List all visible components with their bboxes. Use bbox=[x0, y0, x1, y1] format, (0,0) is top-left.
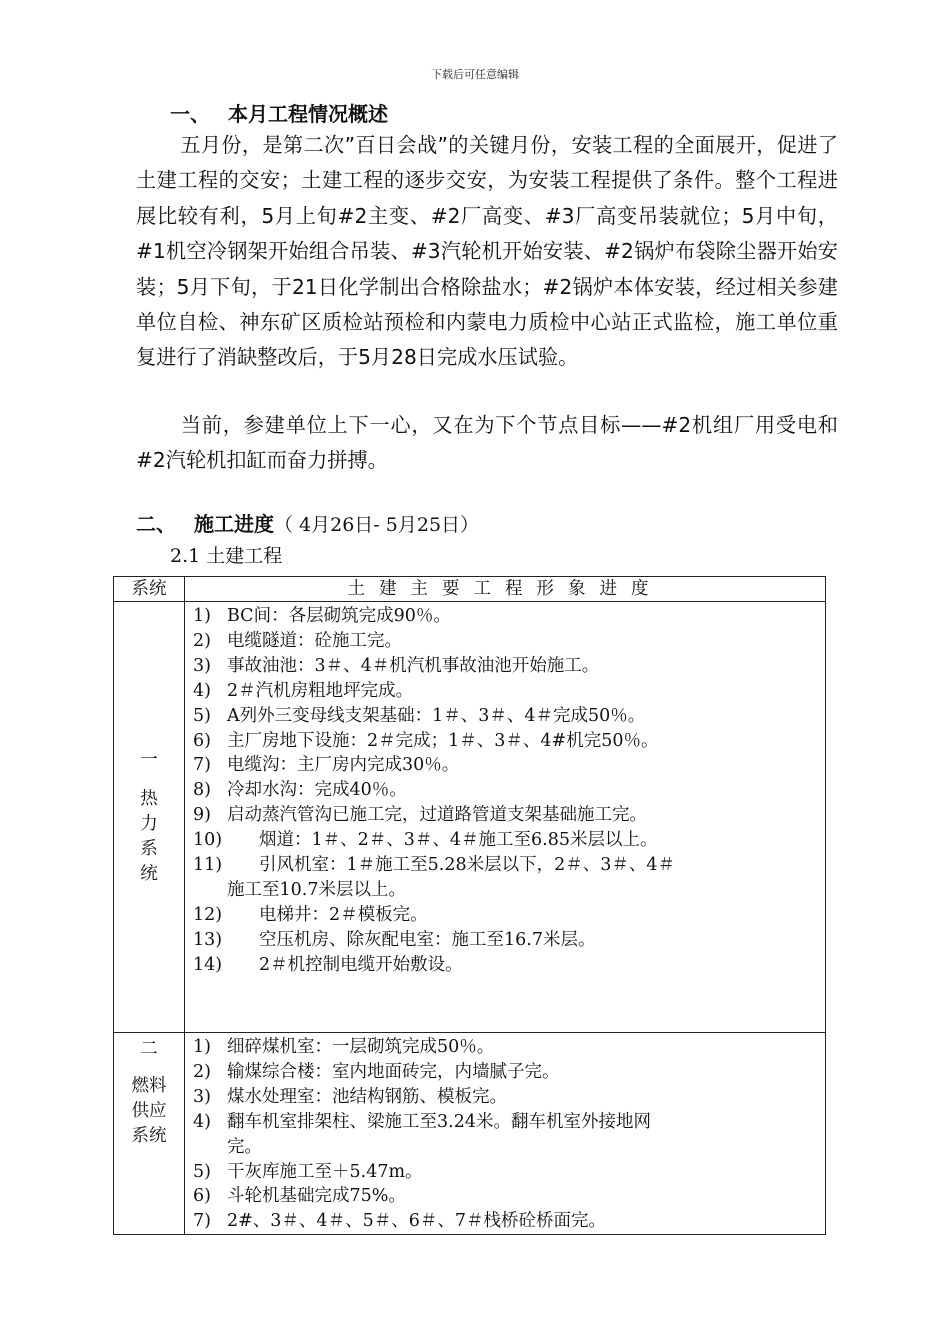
list-item bbox=[193, 778, 825, 803]
content-cell-thermal bbox=[185, 602, 826, 1033]
section-1-heading bbox=[170, 98, 388, 127]
subsection-civil-title: 2.1 土建工程 bbox=[170, 545, 283, 567]
item-index: 6) bbox=[193, 730, 211, 751]
section-1-title: 本月工程情况概述 bbox=[228, 102, 388, 126]
table-header-row bbox=[114, 577, 826, 602]
system-cell-fuel bbox=[114, 1033, 185, 1235]
section-1-paragraph-1 bbox=[136, 128, 838, 376]
item-text: 烟道：1＃、2＃、3＃、4＃施工至6.85米层以上。 bbox=[259, 830, 658, 851]
item-index: 2) bbox=[193, 630, 211, 651]
item-index: 5) bbox=[193, 1161, 211, 1182]
paragraph-1-text: 五月份，是第二次”百日会战”的关键月份，安装工程的全面展开，促进了土建工程的交安；土建工程的逐步交安，为安装工程提供了条件。整个工程进展比较有利，5月上旬#2主变、#2厂高变、#3厂高变吊装就位；5月中旬，#1机空冷钢架开始组合吊装、#3汽轮机开始安装、#2锅炉布袋除尘器开始安装；5月下旬，于21日化学制出合格除盐水；#2锅炉本体安装，经过相关参建单位自检、神东矿区质检站预检和内蒙电力质检中心站正式监检，施工单位重复进行了消缺整改后，于5月28日完成水压试验。 bbox=[136, 133, 838, 370]
item-index: 3) bbox=[193, 655, 211, 676]
list-item bbox=[193, 753, 825, 778]
list-item bbox=[193, 953, 825, 978]
item-text: 启动蒸汽管沟已施工完，过道路管道支架基础施工完。 bbox=[227, 805, 647, 826]
list-item bbox=[193, 1060, 825, 1085]
item-index: 13) bbox=[193, 929, 223, 950]
civil-progress-table bbox=[113, 576, 826, 1235]
header-system: 系统 bbox=[114, 577, 185, 602]
section-2-period: （ 4月26日- 5月25日） bbox=[274, 514, 480, 536]
list-item bbox=[193, 853, 825, 878]
item-text: 干灰库施工至＋5.47m。 bbox=[227, 1161, 423, 1182]
item-text: 2#、3＃、4＃、5＃、6＃、7＃栈桥砼桥面完。 bbox=[227, 1211, 606, 1232]
item-index: 4) bbox=[193, 680, 211, 701]
item-text-continuation: 完。 bbox=[227, 1136, 262, 1157]
item-index: 6) bbox=[193, 1186, 211, 1207]
item-text: 斗轮机基础完成75%。 bbox=[227, 1186, 406, 1207]
list-item bbox=[193, 1110, 825, 1135]
header-content-text: 土建主要工程形象进度 bbox=[347, 579, 663, 599]
system-number-1: 一 bbox=[140, 749, 158, 770]
list-item bbox=[193, 828, 825, 853]
item-text: 空压机房、除灰配电室：施工至16.7米层。 bbox=[259, 929, 596, 950]
item-text: 煤水处理室：池结构钢筋、模板完。 bbox=[227, 1086, 507, 1107]
list-item bbox=[193, 729, 825, 754]
item-index: 3) bbox=[193, 1086, 211, 1107]
section-2-title: 施工进度 bbox=[194, 512, 274, 536]
section-1-number: 一、 bbox=[170, 102, 210, 126]
item-text: 2＃汽机房粗地坪完成。 bbox=[227, 680, 414, 701]
item-text: 事故油池：3＃、4＃机汽机事故油池开始施工。 bbox=[227, 655, 600, 676]
item-text: 2＃机控制电缆开始敷设。 bbox=[259, 954, 463, 975]
list-item-continuation bbox=[193, 878, 825, 903]
item-text: BC间：各层砌筑完成90％。 bbox=[227, 606, 451, 626]
fuel-items-list bbox=[185, 1033, 825, 1234]
paragraph-2-text: 当前，参建单位上下一心，又在为下个节点目标——#2机组厂用受电和#2汽轮机扣缸而奋力拼搏。 bbox=[136, 413, 838, 473]
section-2-heading bbox=[136, 508, 479, 537]
item-text: 电梯井：2＃模板完。 bbox=[259, 904, 428, 925]
list-item bbox=[193, 903, 825, 928]
item-index: 2) bbox=[193, 1061, 211, 1082]
list-item bbox=[193, 1209, 825, 1234]
list-item bbox=[193, 679, 825, 704]
item-index: 1) bbox=[193, 606, 211, 626]
download-note: 下载后可任意编辑 bbox=[431, 68, 519, 81]
list-item-continuation bbox=[193, 1135, 825, 1160]
header-content bbox=[185, 577, 826, 602]
system-name-thermal: 热力系统 bbox=[140, 788, 158, 884]
item-text: 电缆隧道：砼施工完。 bbox=[227, 630, 402, 651]
item-index: 12) bbox=[193, 904, 223, 925]
list-item bbox=[193, 1085, 825, 1110]
list-item bbox=[193, 629, 825, 654]
list-item bbox=[193, 604, 825, 629]
system-cell-thermal bbox=[114, 602, 185, 1033]
list-item bbox=[193, 1160, 825, 1185]
system-name-fuel: 燃料供应系统 bbox=[131, 1076, 167, 1146]
item-text: 输煤综合楼：室内地面砖完，内墙腻子完。 bbox=[227, 1061, 560, 1082]
list-item bbox=[193, 803, 825, 828]
item-index: 4) bbox=[193, 1111, 211, 1132]
item-index: 9) bbox=[193, 805, 211, 826]
item-text: 引风机室：1＃施工至5.28米层以下，2＃、3＃、4＃ bbox=[259, 855, 675, 876]
item-index: 11) bbox=[193, 855, 223, 876]
thermal-items-list bbox=[185, 602, 825, 978]
item-index: 8) bbox=[193, 780, 211, 801]
item-index: 7) bbox=[193, 1211, 211, 1232]
list-item bbox=[193, 704, 825, 729]
section-2-number: 二、 bbox=[136, 512, 176, 536]
list-item bbox=[193, 654, 825, 679]
system-number-2: 二 bbox=[140, 1039, 158, 1059]
item-text-continuation: 施工至10.7米层以上。 bbox=[227, 879, 406, 900]
list-item bbox=[193, 1184, 825, 1209]
item-index: 5) bbox=[193, 705, 211, 726]
section-1-paragraph-2 bbox=[136, 408, 838, 479]
item-text: 翻车机室排架柱、梁施工至3.24米。翻车机室外接地网 bbox=[227, 1111, 651, 1132]
list-item bbox=[193, 1035, 825, 1060]
list-item bbox=[193, 928, 825, 953]
table-row-fuel bbox=[114, 1033, 826, 1235]
item-text: 电缆沟：主厂房内完成30％。 bbox=[227, 755, 460, 776]
item-text: 主厂房地下设施：2＃完成；1＃、3＃、4#机完50％。 bbox=[227, 730, 659, 751]
item-text: A列外三变母线支架基础：1＃、3＃、4＃完成50％。 bbox=[227, 705, 646, 726]
item-index: 1) bbox=[193, 1037, 211, 1057]
content-cell-fuel bbox=[185, 1033, 826, 1235]
item-text: 细碎煤机室：一层砌筑完成50％。 bbox=[227, 1037, 495, 1057]
item-text: 冷却水沟：完成40％。 bbox=[227, 780, 407, 801]
item-index: 7) bbox=[193, 755, 211, 776]
table-row-thermal bbox=[114, 602, 826, 1033]
item-index: 14) bbox=[193, 954, 223, 975]
item-index: 10) bbox=[193, 830, 223, 851]
